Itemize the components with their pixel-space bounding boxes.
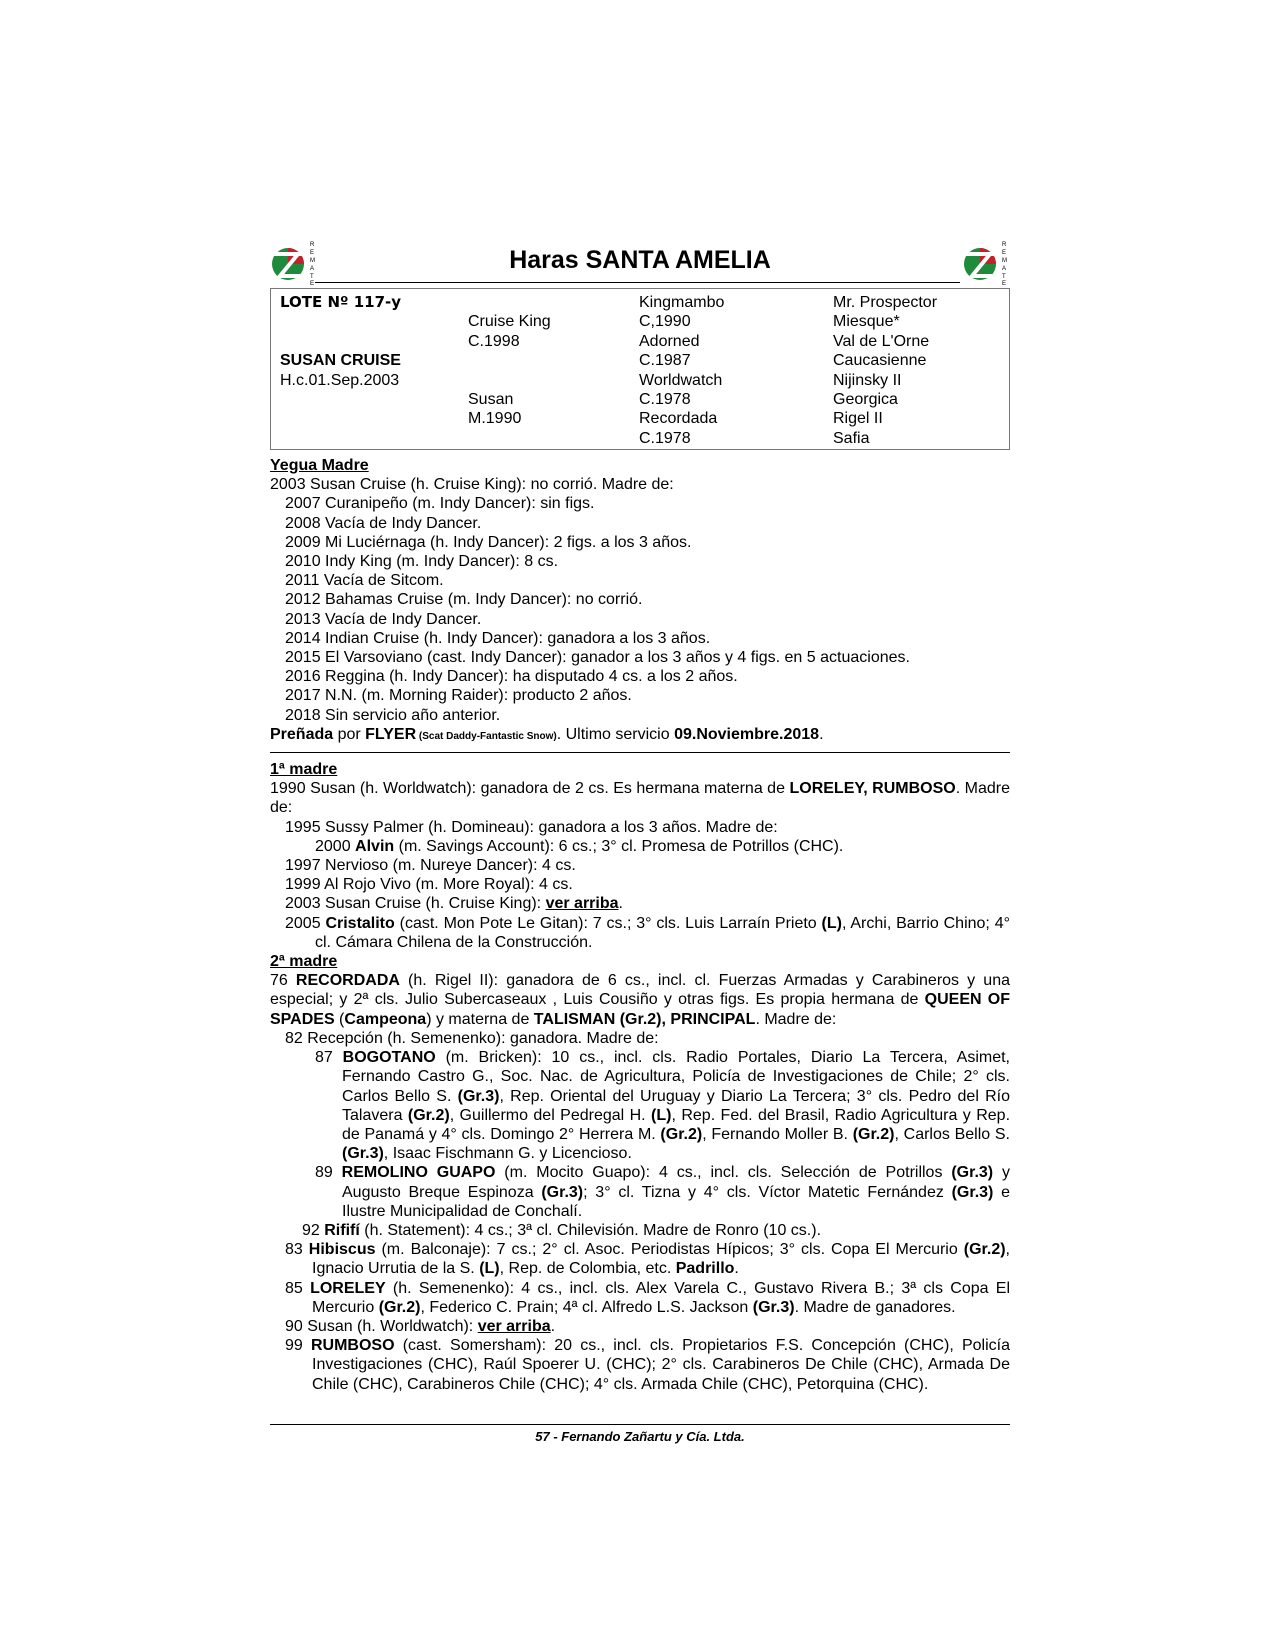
sire-year: C.1998 [468, 332, 520, 350]
page-title: Haras SANTA AMELIA [509, 246, 771, 274]
produce-line: 2000 Alvin (m. Savings Account): 6 cs.; 3° cl. Promesa de Potrillos (CHC). [315, 837, 844, 855]
yegua-intro: 2003 Susan Cruise (h. Cruise King): no corrió. Madre de: [270, 476, 674, 494]
produce-line: 90 Susan (h. Worldwatch): ver arriba. [285, 1317, 556, 1335]
grandparent: Adorned [639, 332, 700, 350]
horse-info: H.c.01.Sep.2003 [280, 371, 400, 389]
produce-line: 2009 Mi Luciérnaga (h. Indy Dancer): 2 figs. a los 3 años. [285, 533, 692, 551]
great-grandparent: Mr. Prospector [833, 294, 938, 311]
produce-line: 2003 Susan Cruise (h. Cruise King): ver arriba. [285, 895, 623, 913]
grandparent: C.1987 [639, 352, 691, 370]
grandparent: C,1990 [639, 313, 691, 331]
produce-line: 2018 Sin servicio año anterior. [285, 706, 501, 724]
great-grandparent: Miesque* [833, 313, 900, 331]
svg-text:E: E [1002, 281, 1007, 286]
lot-number: LOTE Nº 117-y [280, 293, 402, 311]
document-page [270, 238, 1010, 1394]
section-divider [270, 752, 1010, 753]
section-heading-1a-madre: 1ª madre [270, 761, 338, 779]
svg-text:R: R [310, 242, 315, 248]
produce-line: 2005 Cristalito (cast. Mon Pote Le Gitan): 7 cs.; 3° cls. Luis Larraín Prieto (L), Archi, Barrio Chino; 4° cl. Cámara Chilena de la Construcción. [285, 914, 1011, 951]
produce-line: 1999 Al Rojo Vivo (m. More Royal): 4 cs. [285, 876, 573, 894]
great-grandparent: Safia [833, 429, 870, 447]
produce-line: 1997 Nervioso (m. Nureye Dancer): 4 cs. [285, 857, 576, 875]
svg-text:A: A [1002, 266, 1007, 272]
grandparent: Kingmambo [639, 294, 725, 311]
pedigree-subject [280, 293, 401, 390]
svg-text:M: M [1002, 258, 1007, 264]
madre2-intro: 76 RECORDADA (h. Rigel II): ganadora de 6 cs., incl. cl. Fuerzas Armadas y Carabineros y una especial; y 2ª cls. Julio Subercaseaux , Luis Cousiño y otras figs. Es propia hermana de QUEEN OF SPADES (Campeona) y materna de TALISMAN (Gr.2), PRINCIPAL. Madre de: [270, 972, 1011, 1028]
grandparent: Recordada [639, 410, 718, 428]
title-underline [315, 282, 960, 283]
great-grandparent: Val de L'Orne [833, 332, 930, 350]
svg-text:E: E [310, 250, 315, 256]
produce-line: 99 RUMBOSO (cast. Somersham): 20 cs., incl. cls. Propietarios F.S. Concepción (CHC), Policía Investigaciones (CHC), Raúl Spoerer U. (CHC); 2° cls. Carabineros De Chile (CHC), Armada De Chile (CHC), Carabineros Chile (CHC); 4° cls. Armada Chile (CHC), Petorquina (CHC). [285, 1337, 1011, 1393]
svg-text:R: R [1002, 242, 1007, 248]
pregnancy-line: Preñada por FLYER (Scat Daddy-Fantastic Snow). Ultimo servicio 09.Noviembre.2018. [270, 725, 824, 743]
produce-line: 82 Recepción (h. Semenenko): ganadora. Madre de: [285, 1029, 659, 1047]
svg-text:T: T [1002, 274, 1006, 280]
produce-line: 2012 Bahamas Cruise (m. Indy Dancer): no corrió. [285, 591, 643, 609]
great-grandparent: Nijinsky II [833, 371, 902, 389]
great-grandparent: Rigel II [833, 410, 883, 428]
pedigree-parents [468, 293, 551, 429]
great-grandparent: Georgica [833, 390, 898, 408]
page-header [270, 238, 1010, 290]
produce-line: 1995 Sussy Palmer (h. Domineau): ganadora a los 3 años. Madre de: [285, 818, 778, 836]
grandparent: C.1978 [639, 429, 691, 447]
great-grandparent: Caucasienne [833, 352, 927, 370]
grandparent: Worldwatch [639, 371, 723, 389]
section-heading-2a-madre: 2ª madre [270, 953, 338, 971]
produce-line: 2016 Reggina (h. Indy Dancer): ha disputado 4 cs. a los 2 años. [285, 668, 738, 686]
pedigree-box [270, 288, 1010, 450]
svg-text:A: A [310, 266, 315, 272]
dam-year: M.1990 [468, 410, 522, 428]
produce-line: 2014 Indian Cruise (h. Indy Dancer): ganadora a los 3 años. [285, 629, 711, 647]
svg-text:E: E [310, 281, 315, 286]
produce-line: 2013 Vacía de Indy Dancer. [285, 610, 482, 628]
produce-line: 87 BOGOTANO (m. Bricken): 10 cs., incl. cls. Radio Portales, Diario La Tercera, Asimet, Fernando Castro G., Soc. Nac. de Agricultura, Policía de Investigaciones de Chile; 2° cls. Carlos Bello S. (Gr.3), Rep. Oriental del Uruguay y Diario La Tercera; 3° cls. Pedro del Río Talavera (Gr.2), Guillermo del Pedregal H. (L), Rep. Fed. del Brasil, Radio Agricultura y Rep. de Panamá y 4° cls. Domingo 2° Herrera M. (Gr.2), Fernando Moller B. (Gr.2), Carlos Bello S. (Gr.3), Isaac Fischmann G. y Licencioso. [315, 1049, 1011, 1163]
produce-line: 2008 Vacía de Indy Dancer. [285, 514, 482, 532]
svg-text:M: M [310, 258, 315, 264]
section-heading-yegua: Yegua Madre [270, 457, 369, 474]
footer-divider [270, 1424, 1010, 1425]
produce-line: 2011 Vacía de Sitcom. [285, 572, 444, 590]
remates-logo-right [962, 238, 1014, 286]
pedigree-grandparents [639, 293, 724, 448]
produce-line: 92 Rififí (h. Statement): 4 cs.; 3ª cl. Chilevisión. Madre de Ronro (10 cs.). [302, 1221, 822, 1239]
page-footer: 57 - Fernando Zañartu y Cía. Ltda. [535, 1429, 745, 1444]
produce-line: 83 Hibiscus (m. Balconaje): 7 cs.; 2° cl. Asoc. Periodistas Hípicos; 3° cls. Copa El Mercurio (Gr.2), Ignacio Urrutia de la S. (L), Rep. de Colombia, etc. Padrillo. [285, 1241, 1010, 1278]
catalog-body [270, 456, 1010, 1394]
svg-text:E: E [1002, 250, 1007, 256]
dam-name: Susan [468, 390, 514, 408]
produce-line: 89 REMOLINO GUAPO (m. Mocito Guapo): 4 cs., incl. cls. Selección de Potrillos (Gr.3) y Augusto Breque Espinoza (Gr.3); 3° cl. Tizna y 4° cls. Víctor Matetic Fernández (Gr.3) e Ilustre Municipalidad de Conchalí. [315, 1164, 1011, 1220]
madre1-intro: 1990 Susan (h. Worldwatch): ganadora de 2 cs. Es hermana materna de LORELEY, RUMBOSO. Madre de: [270, 780, 1011, 817]
sire-name: Cruise King [468, 313, 551, 331]
produce-line: 2010 Indy King (m. Indy Dancer): 8 cs. [285, 553, 559, 571]
produce-line: 2017 N.N. (m. Morning Raider): producto 2 años. [285, 687, 632, 705]
produce-line: 85 LORELEY (h. Semenenko): 4 cs., incl. cls. Alex Varela C., Gustavo Rivera B.; 3ª cls Copa El Mercurio (Gr.2), Federico C. Prain; 4ª cl. Alfredo L.S. Jackson (Gr.3). Madre de ganadores. [285, 1279, 1011, 1316]
grandparent: C.1978 [639, 390, 691, 408]
svg-text:T: T [310, 274, 314, 280]
produce-line: 2015 El Varsoviano (cast. Indy Dancer): ganador a los 3 años y 4 figs. en 5 actuaciones. [285, 649, 910, 667]
horse-name: SUSAN CRUISE [280, 352, 401, 370]
pedigree-great-grandparents [833, 293, 937, 448]
produce-line: 2007 Curanipeño (m. Indy Dancer): sin figs. [285, 495, 595, 513]
